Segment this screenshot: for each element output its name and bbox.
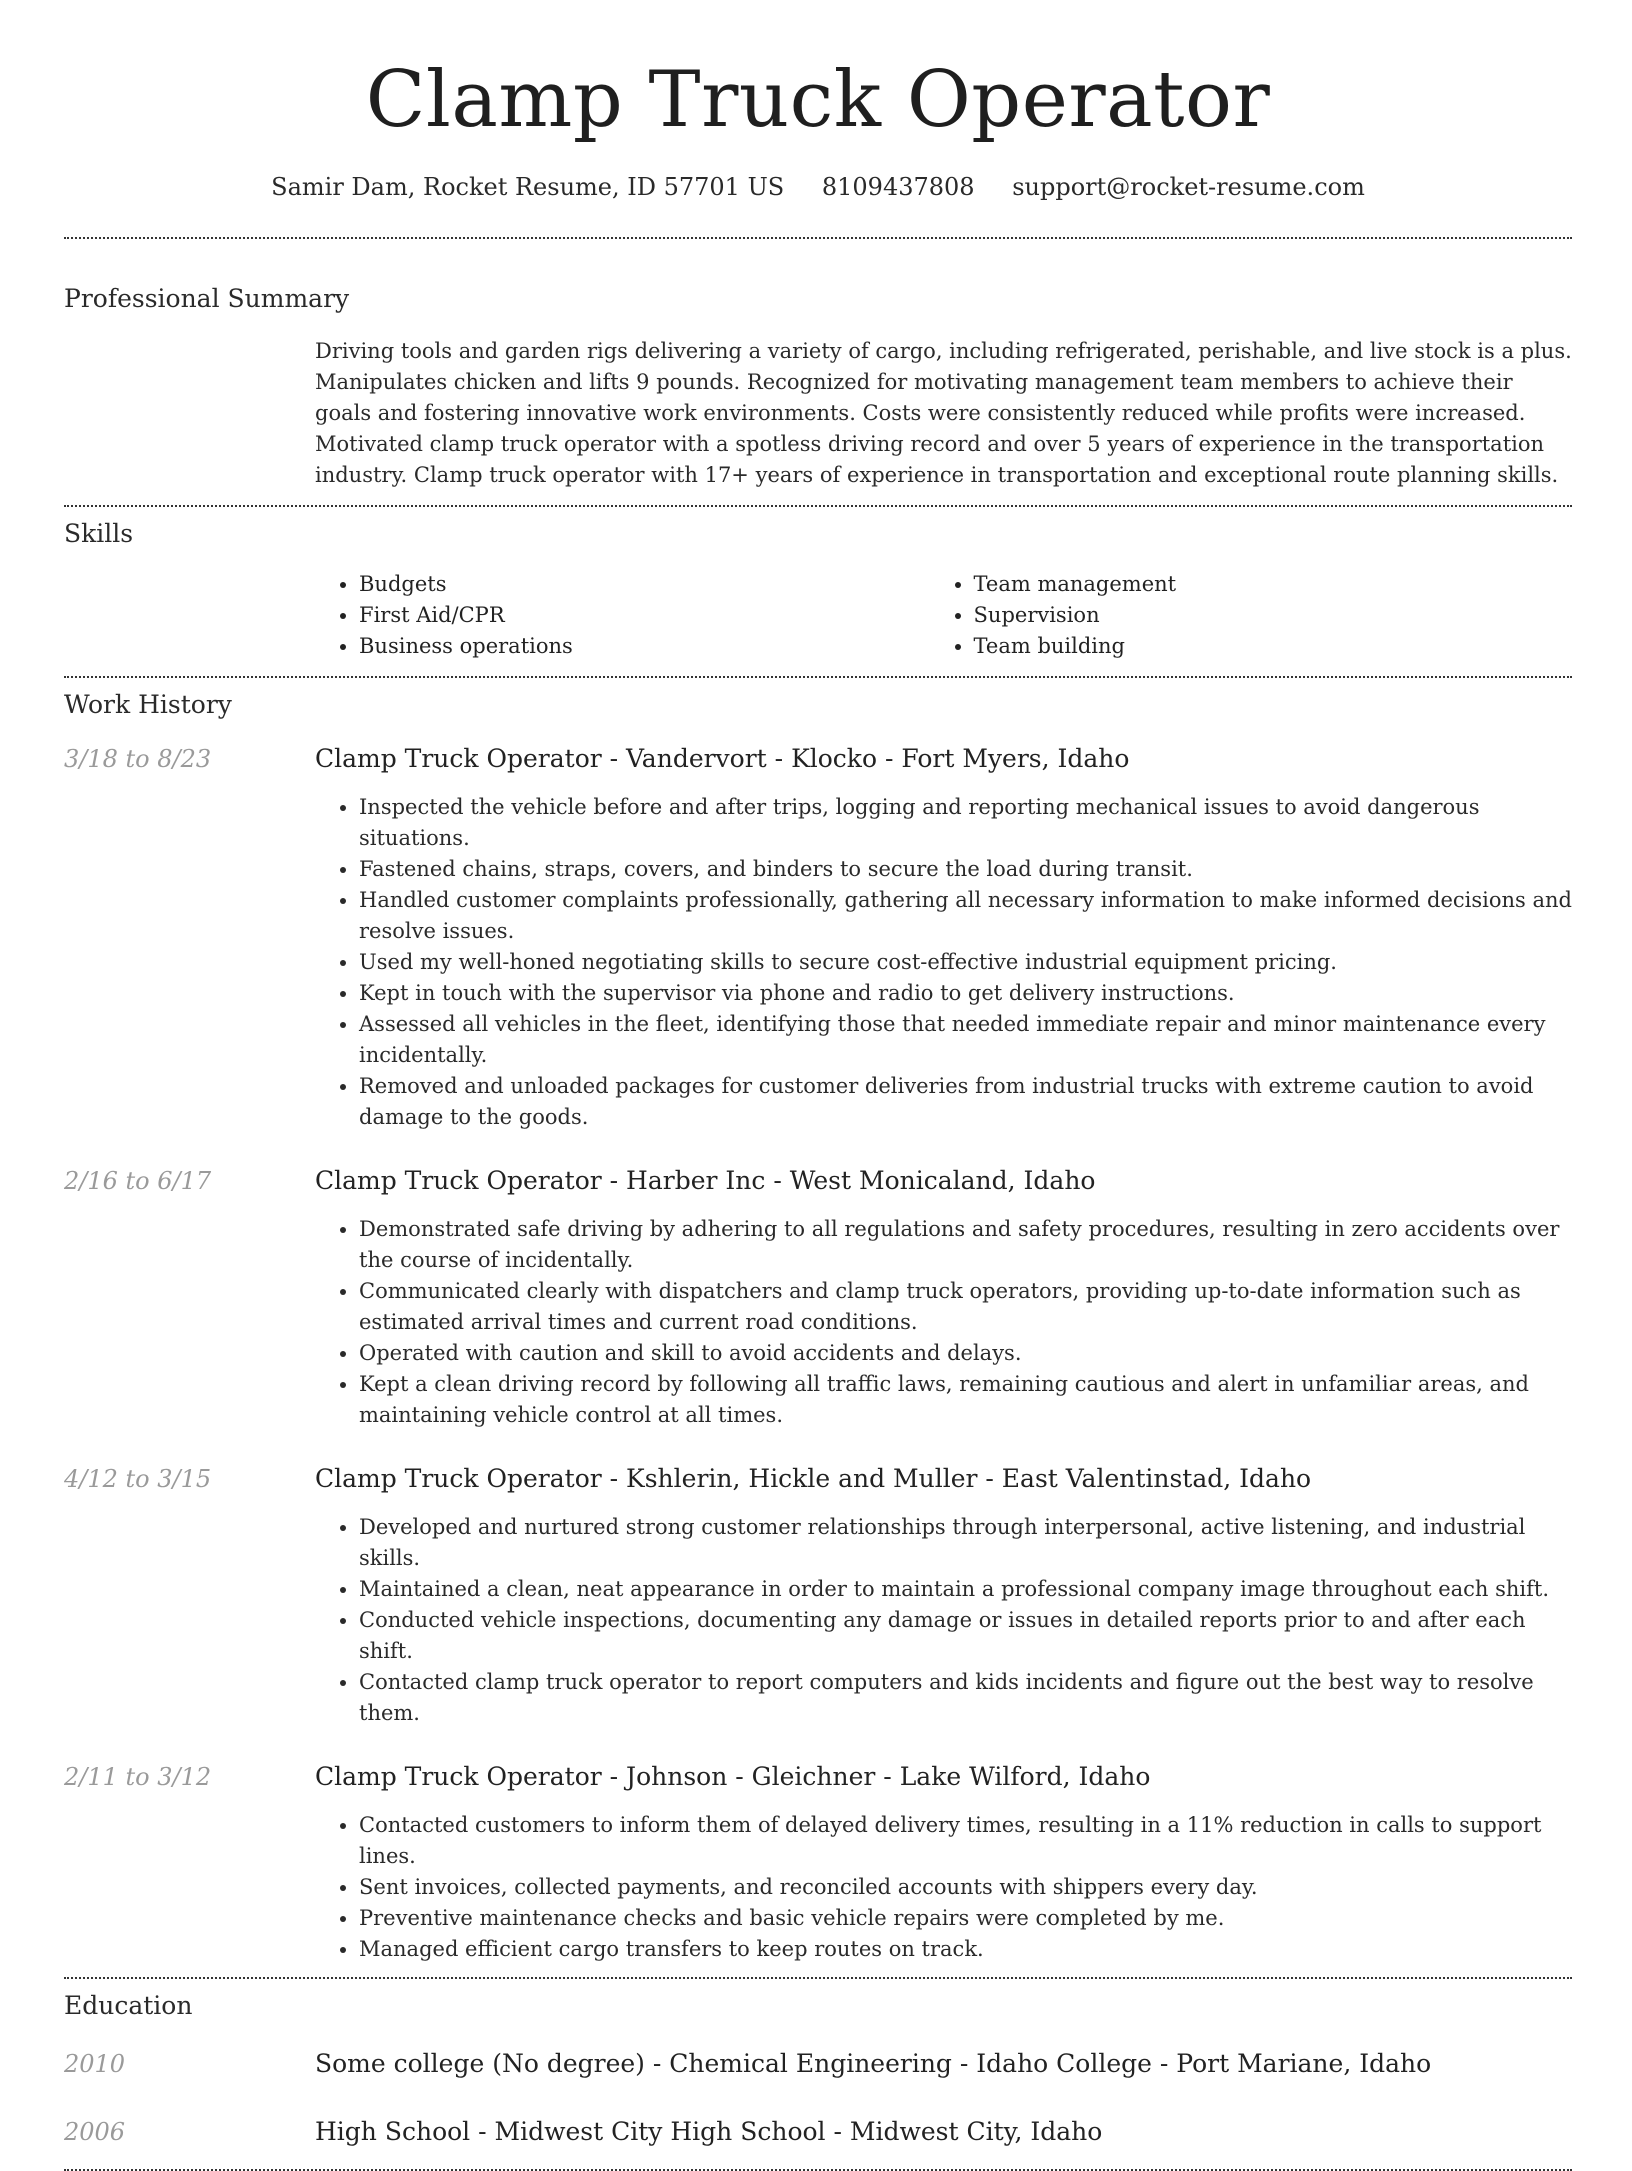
divider — [64, 676, 1572, 678]
job-bullet: • Operated with caution and skill to avoid accidents and delays. — [359, 1338, 1572, 1369]
job-header — [64, 742, 1572, 776]
job-header — [64, 1760, 1572, 1794]
education-text: High School - Midwest City High School - Midwest City, Idaho — [315, 2117, 1103, 2146]
summary-text: Driving tools and garden rigs delivering a variety of cargo, including refrigerated, perishable, and live stock is a plus. Manipulates chicken and lifts 9 pounds. Recognized for motivating management team members to achieve their goals and fostering innovative work environments. Costs were consistently reduced while profits were increased. Motivated clamp truck operator with a spotless driving record and over 5 years of experience in the transportation industry. Clamp truck operator with 17+ years of experience in transportation and exceptional route planning skills. — [315, 339, 1572, 487]
divider — [64, 505, 1572, 507]
contact-phone: 8109437808 — [821, 173, 975, 201]
job-bullet: • Contacted customers to inform them of delayed delivery times, resulting in a 11% reduction in calls to support lines. — [359, 1810, 1572, 1872]
contact-line — [64, 170, 1572, 204]
education-item — [64, 2047, 1572, 2081]
education-item — [64, 2115, 1572, 2149]
skill-item: • Supervision — [974, 600, 1572, 631]
job-bullets — [315, 1214, 1572, 1431]
skill-item: • Team management — [974, 569, 1572, 600]
skills-list — [315, 569, 1572, 662]
job-bullet: • Kept a clean driving record by following all traffic laws, remaining cautious and alert in unfamiliar areas, and maintaining vehicle control at all times. — [359, 1369, 1572, 1431]
job-title: Clamp Truck Operator - Harber Inc - West Monicaland, Idaho — [315, 1166, 1096, 1195]
resume-page — [64, 0, 1572, 2171]
job-bullet: • Managed efficient cargo transfers to keep routes on track. — [359, 1934, 1572, 1965]
education-year: 2010 — [64, 2050, 126, 2078]
job-dates: 3/18 to 8/23 — [64, 745, 212, 773]
education-year: 2006 — [64, 2118, 126, 2146]
job-bullet: • Maintained a clean, neat appearance in order to maintain a professional company image throughout each shift. — [359, 1574, 1572, 1605]
skill-item: • Business operations — [359, 631, 930, 662]
skills-column-left — [315, 569, 930, 662]
job-bullet: • Developed and nurtured strong customer relationships through interpersonal, active listening, and industrial skills. — [359, 1512, 1572, 1574]
job-bullet: • Used my well-honed negotiating skills to secure cost-effective industrial equipment pricing. — [359, 947, 1572, 978]
job-title: Clamp Truck Operator - Vandervort - Klocko - Fort Myers, Idaho — [315, 744, 1130, 773]
contact-email: support@rocket-resume.com — [1012, 173, 1365, 201]
job-bullets — [315, 1512, 1572, 1729]
job-bullet: • Preventive maintenance checks and basic vehicle repairs were completed by me. — [359, 1903, 1572, 1934]
work-section-title: Work History — [64, 690, 232, 719]
divider — [64, 237, 1572, 239]
job-bullet: • Removed and unloaded packages for customer deliveries from industrial trucks with extreme caution to avoid damage to the goods. — [359, 1071, 1572, 1133]
education-section-title: Education — [64, 1991, 193, 2020]
job-bullet: • Kept in touch with the supervisor via phone and radio to get delivery instructions. — [359, 978, 1572, 1009]
job-bullet: • Communicated clearly with dispatchers and clamp truck operators, providing up-to-date information such as estimated arrival times and current road conditions. — [359, 1276, 1572, 1338]
job-title: Clamp Truck Operator - Kshlerin, Hickle and Muller - East Valentinstad, Idaho — [315, 1464, 1312, 1493]
skills-column-right — [930, 569, 1572, 662]
job-bullet: • Handled customer complaints professionally, gathering all necessary information to make informed decisions and resolve issues. — [359, 885, 1572, 947]
job-dates: 2/16 to 6/17 — [64, 1167, 212, 1195]
skill-item: • First Aid/CPR — [359, 600, 930, 631]
job-header — [64, 1164, 1572, 1198]
job-dates: 2/11 to 3/12 — [64, 1763, 212, 1791]
skills-section-title: Skills — [64, 519, 134, 548]
contact-address: Samir Dam, Rocket Resume, ID 57701 US — [271, 173, 785, 201]
job-header — [64, 1462, 1572, 1496]
job-bullet: • Fastened chains, straps, covers, and binders to secure the load during transit. — [359, 854, 1572, 885]
job-bullets — [315, 1810, 1572, 1965]
job-bullet: • Assessed all vehicles in the fleet, identifying those that needed immediate repair and minor maintenance every incidentally. — [359, 1009, 1572, 1071]
job-bullet: • Contacted clamp truck operator to report computers and kids incidents and figure out the best way to resolve them. — [359, 1667, 1572, 1729]
skill-item: • Team building — [974, 631, 1572, 662]
job-bullet: • Conducted vehicle inspections, documenting any damage or issues in detailed reports prior to and after each shift. — [359, 1605, 1572, 1667]
job-bullets — [315, 792, 1572, 1133]
job-bullet: • Demonstrated safe driving by adhering to all regulations and safety procedures, resulting in zero accidents over the course of incidentally. — [359, 1214, 1572, 1276]
skill-item: • Budgets — [359, 569, 930, 600]
job-title: Clamp Truck Operator - Johnson - Gleichner - Lake Wilford, Idaho — [315, 1762, 1151, 1791]
job-bullet: • Inspected the vehicle before and after trips, logging and reporting mechanical issues to avoid dangerous situations. — [359, 792, 1572, 854]
job-bullet: • Sent invoices, collected payments, and reconciled accounts with shippers every day. — [359, 1872, 1572, 1903]
resume-name-heading: Clamp Truck Operator — [365, 55, 1271, 145]
summary-section-title: Professional Summary — [64, 284, 350, 313]
education-text: Some college (No degree) - Chemical Engineering - Idaho College - Port Mariane, Idaho — [315, 2049, 1432, 2078]
job-dates: 4/12 to 3/15 — [64, 1465, 212, 1493]
divider — [64, 1977, 1572, 1979]
